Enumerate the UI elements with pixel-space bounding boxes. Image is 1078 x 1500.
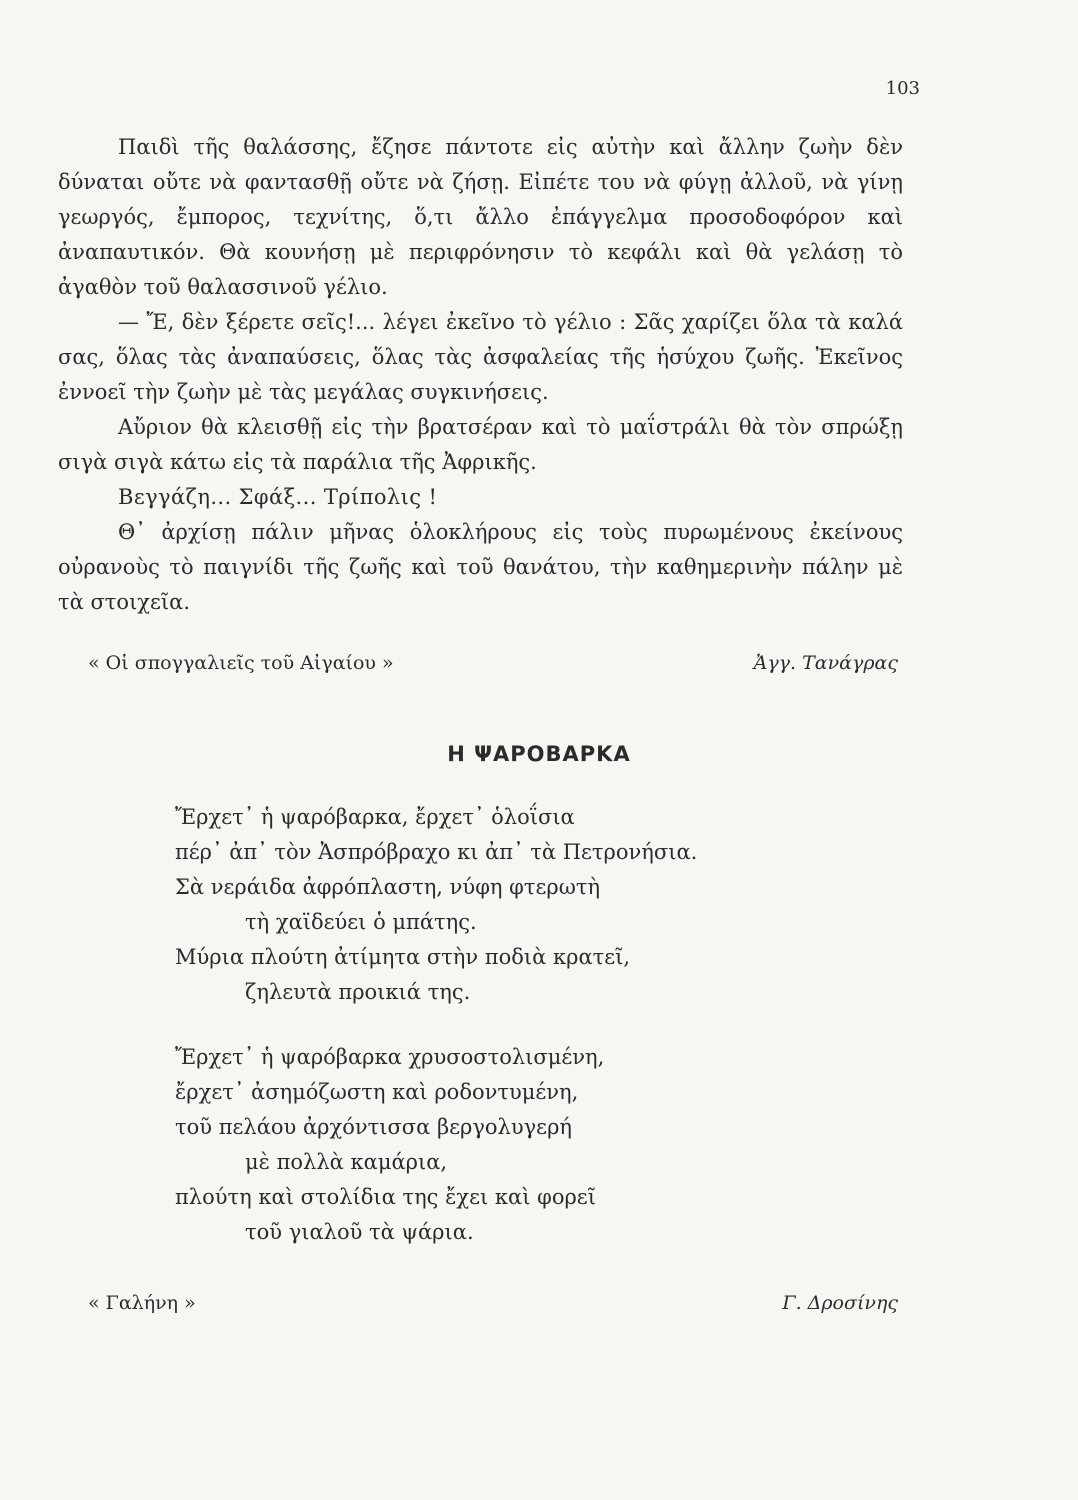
source-author: Ἀγγ. Τανάγρας [753,652,898,674]
source-title: « Γαλήνη » [88,1292,196,1314]
page-number: 103 [885,78,920,99]
poem-line: πλούτη καὶ στολίδια της ἔχει καὶ φορεῖ [175,1185,596,1209]
prose-paragraph-3: Αὔριον θὰ κλεισθῇ εἰς τὴν βρατσέραν καὶ τὸ μαΐστράλι θὰ τὸν σπρώξῃ σιγὰ σιγὰ κάτω εἰς τὰ παράλια τῆς Ἀφρικῆς. [58,415,903,474]
poem-line: Ἔρχετ᾽ ἡ ψαρόβαρκα, ἔρχετ᾽ ὁλοΐσια [175,805,575,829]
source-title: « Οἱ σπογγαλιεῖς τοῦ Αἰγαίου » [88,652,394,674]
poem-line: Ἔρχετ᾽ ἡ ψαρόβαρκα χρυσοστολισμένη, [175,1045,605,1069]
poem-line: ἔρχετ᾽ ἀσημόζωστη καὶ ροδοντυμένη, [175,1080,579,1104]
poem-line: τοῦ πελάου ἀρχόντισσα βεργολυγερή [175,1115,572,1139]
poem-line: Μύρια πλούτη ἀτίμητα στὴν ποδιὰ κρατεῖ, [175,945,631,969]
poem-line: πέρ᾽ ἀπ᾽ τὸν Ἀσπρόβραχο κι ἀπ᾽ τὰ Πετρονήσια. [175,840,698,864]
poem-line: Σὰ νεράιδα ἀφρόπλαστη, νύφη φτερωτὴ [175,875,601,899]
prose-body [58,130,903,620]
prose-paragraph-2: — Ἔ, δὲν ξέρετε σεῖς!... λέγει ἐκεῖνο τὸ γέλιο : Σᾶς χαρίζει ὅλα τὰ καλά σας, ὅλας τὰς ἀναπαύσεις, ὅλας τὰς ἀσφαλείας τῆς ἡσύχου ζωῆς. Ἐκεῖνος ἐννοεῖ τὴν ζωὴν μὲ τὰς μεγάλας συγκινήσεις. [58,310,903,404]
prose-paragraph-5: Θ᾽ ἀρχίσῃ πάλιν μῆνας ὁλοκλήρους εἰς τοὺς πυρωμένους ἐκείνους οὐρανοὺς τὸ παιγνίδι τῆς ζωῆς καὶ τοῦ θανάτου, τὴν καθημερινὴν πάλην μὲ τὰ στοιχεῖα. [58,520,903,614]
source-author: Γ. Δροσίνης [782,1292,898,1314]
poem-stanza-1 [175,800,697,1010]
poem-title: Η ΨΑΡΟΒΑΡΚΑ [447,742,631,766]
poem-line: ζηλευτὰ προικιά της. [245,980,471,1004]
prose-paragraph-1: Παιδὶ τῆς θαλάσσης, ἔζησε πάντοτε εἰς αὐτὴν καὶ ἄλλην ζωὴν δὲν δύναται οὔτε νὰ φαντασθῇ οὔτε νὰ ζήσῃ. Εἰπέτε του νὰ φύγῃ ἀλλοῦ, νὰ γίνῃ γεωργός, ἔμπορος, τεχνίτης, ὅ,τι ἄλλο ἐπάγγελμα προσοδοφόρον καὶ ἀναπαυτικόν. Θὰ κουνήσῃ μὲ περιφρόνησιν τὸ κεφάλι καὶ θὰ γελάσῃ τὸ ἀγαθὸν τοῦ θαλασσινοῦ γέλιο. [58,135,903,299]
prose-paragraph-4: Βεγγάζη... Σφάξ... Τρίπολις ! [118,485,438,509]
poem-line: μὲ πολλὰ καμάρια, [245,1150,448,1174]
poem-line: τοῦ γιαλοῦ τὰ ψάρια. [245,1220,474,1244]
poem-line: τὴ χαϊδεύει ὁ μπάτης. [245,910,477,934]
poem-stanza-2 [175,1040,604,1250]
